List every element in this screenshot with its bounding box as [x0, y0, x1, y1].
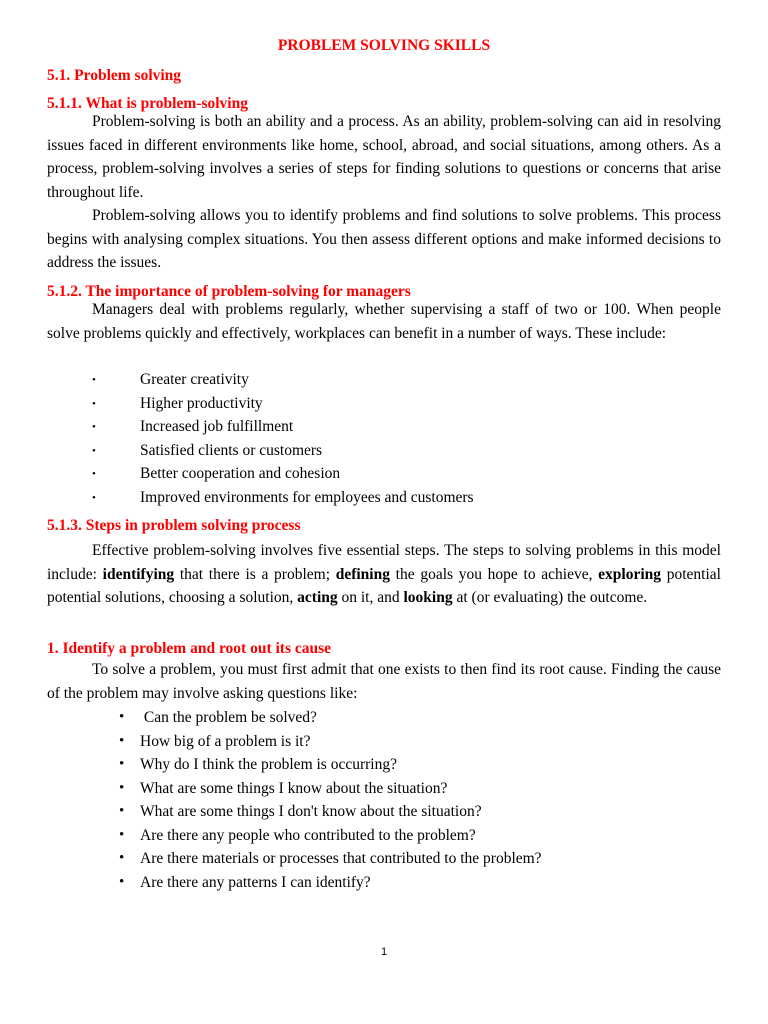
list-item: • Are there materials or processes that contributed to the problem?: [47, 847, 721, 871]
list-item: • Improved environments for employees and customers: [47, 486, 721, 510]
list-item: • Why do I think the problem is occurring?: [47, 753, 721, 777]
list-item: • How big of a problem is it?: [47, 730, 721, 754]
keyword-acting: acting: [297, 589, 338, 607]
list-item: • Better cooperation and cohesion: [47, 462, 721, 486]
list-item: • Are there any patterns I can identify?: [47, 871, 721, 895]
steps-text: the goals you hope to achieve,: [389, 565, 599, 583]
keyword-exploring: exploring: [598, 565, 662, 583]
steps-text: at (or evaluating) the outcome.: [452, 589, 648, 607]
list-item: • Can the problem be solved?: [47, 706, 721, 730]
list-item: • Are there any people who contributed to the problem?: [47, 824, 721, 848]
keyword-defining: defining: [335, 565, 390, 583]
list-item: • Satisfied clients or customers: [47, 439, 721, 463]
questions-list: [47, 706, 721, 894]
heading-5-1-3: 5.1.3. Steps in problem solving process: [47, 517, 301, 534]
steps-text: on it, and: [337, 589, 404, 607]
list-item: • Higher productivity: [47, 392, 721, 416]
heading-step-1: 1. Identify a problem and root out its cause: [47, 640, 332, 657]
list-item: • Greater creativity: [47, 368, 721, 392]
heading-5-1-2: 5.1.2. The importance of problem-solving for managers: [47, 283, 411, 300]
paragraph-managers: Managers deal with problems regularly, whether supervising a staff of two or 100. When people solve problems quickly and effectively, workplaces can benefit in a number of ways. These include:: [47, 301, 721, 342]
page-number: 1: [380, 946, 388, 958]
steps-text: Effective problem-solving involves five essential steps. The steps to solving problems in this model include:: [47, 542, 721, 583]
list-item: • Increased job fulfillment: [47, 415, 721, 439]
steps-text: that there is a problem;: [174, 565, 336, 583]
list-item: • What are some things I don't know about the situation?: [47, 800, 721, 824]
keyword-looking: looking: [403, 589, 453, 607]
document-title: PROBLEM SOLVING SKILLS: [277, 37, 491, 54]
keyword-identifying: identifying: [102, 565, 175, 583]
paragraph-root-cause: To solve a problem, you must first admit that one exists to then find its root cause. Finding the cause of the problem may involve asking questions like:: [47, 661, 721, 702]
steps-text: potential potential solutions, choosing a solution,: [47, 565, 721, 607]
benefits-list: [47, 368, 721, 509]
paragraph-allows: Problem-solving allows you to identify problems and find solutions to solve problems. This process begins with analysing complex situations. You then assess different options and make informed decisions to address the issues.: [47, 207, 721, 272]
paragraph-steps: [47, 539, 721, 610]
heading-5-1-1: 5.1.1. What is problem-solving: [47, 95, 248, 112]
heading-5-1: 5.1. Problem solving: [47, 67, 182, 84]
list-item: • What are some things I know about the situation?: [47, 777, 721, 801]
paragraph-what-is: Problem-solving is both an ability and a process. As an ability, problem-solving can aid in resolving issues faced in different environments like home, school, abroad, and social situations, among others. As a process, problem-solving involves a series of steps for finding solutions to questions or concerns that arise throughout life.: [47, 113, 721, 202]
